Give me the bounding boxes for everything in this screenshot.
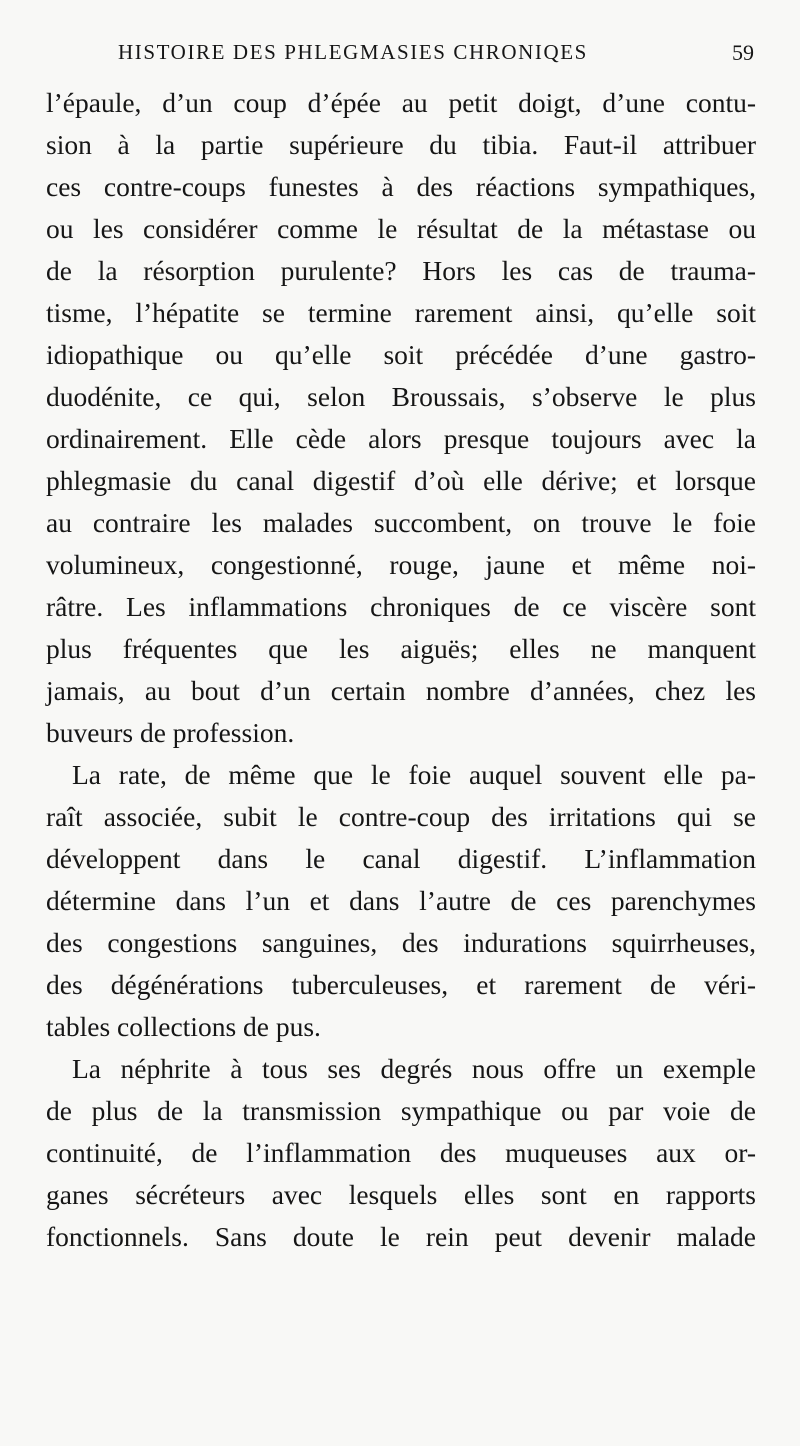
text-line: ces contre-coups funestes à des réactions sympathiques, (46, 171, 756, 202)
text-line: de la résorption purulente? Hors les cas de trauma- (46, 255, 756, 286)
running-header (46, 40, 758, 80)
body-text (46, 82, 756, 1258)
text-line: phlegmasie du canal digestif d’où elle dérive; et lorsque (46, 465, 756, 496)
text-line: détermine dans l’un et dans l’autre de ces parenchymes (46, 885, 756, 916)
paragraph (46, 1048, 756, 1258)
text-line: ganes sécréteurs avec lesquels elles sont en rapports (46, 1179, 756, 1210)
text-line: idiopathique ou qu’elle soit précédée d’une gastro- (46, 339, 756, 370)
text-line: tisme, l’hépatite se termine rarement ainsi, qu’elle soit (46, 297, 756, 328)
text-line: jamais, au bout d’un certain nombre d’années, chez les (46, 675, 756, 706)
text-line: l’épaule, d’un coup d’épée au petit doigt, d’une contu- (46, 87, 756, 118)
text-line: plus fréquentes que les aiguës; elles ne manquent (46, 633, 756, 664)
text-line: volumineux, congestionné, rouge, jaune et même noi- (46, 549, 756, 580)
text-line: au contraire les malades succombent, on trouve le foie (46, 507, 756, 538)
text-line: ou les considérer comme le résultat de la métastase ou (46, 213, 756, 244)
text-line: sion à la partie supérieure du tibia. Faut-il attribuer (46, 129, 756, 160)
text-line: ordinairement. Elle cède alors presque toujours avec la (46, 423, 756, 454)
paragraph (46, 82, 756, 754)
text-line: La néphrite à tous ses degrés nous offre un exemple (72, 1053, 756, 1084)
text-line: râtre. Les inflammations chroniques de ce viscère sont (46, 591, 756, 622)
text-line: continuité, de l’inflammation des muqueuses aux or- (46, 1137, 756, 1168)
text-line: buveurs de profession. (46, 717, 295, 748)
text-line: des dégénérations tuberculeuses, et rarement de véri- (46, 969, 756, 1000)
text-line: des congestions sanguines, des indurations squirrheuses, (46, 927, 756, 958)
paragraph (46, 754, 756, 1048)
text-line: duodénite, ce qui, selon Broussais, s’observe le plus (46, 381, 756, 412)
text-line: fonctionnels. Sans doute le rein peut devenir malade (46, 1221, 756, 1252)
text-line: développent dans le canal digestif. L’inflammation (46, 843, 756, 874)
running-title: HISTOIRE DES PHLEGMASIES CHRONIQES (118, 40, 588, 64)
text-line: La rate, de même que le foie auquel souvent elle pa- (72, 759, 756, 790)
text-line: de plus de la transmission sympathique ou par voie de (46, 1095, 756, 1126)
text-line: raît associée, subit le contre-coup des irritations qui se (46, 801, 756, 832)
page-number: 59 (732, 40, 754, 65)
text-line: tables collections de pus. (46, 1011, 321, 1042)
